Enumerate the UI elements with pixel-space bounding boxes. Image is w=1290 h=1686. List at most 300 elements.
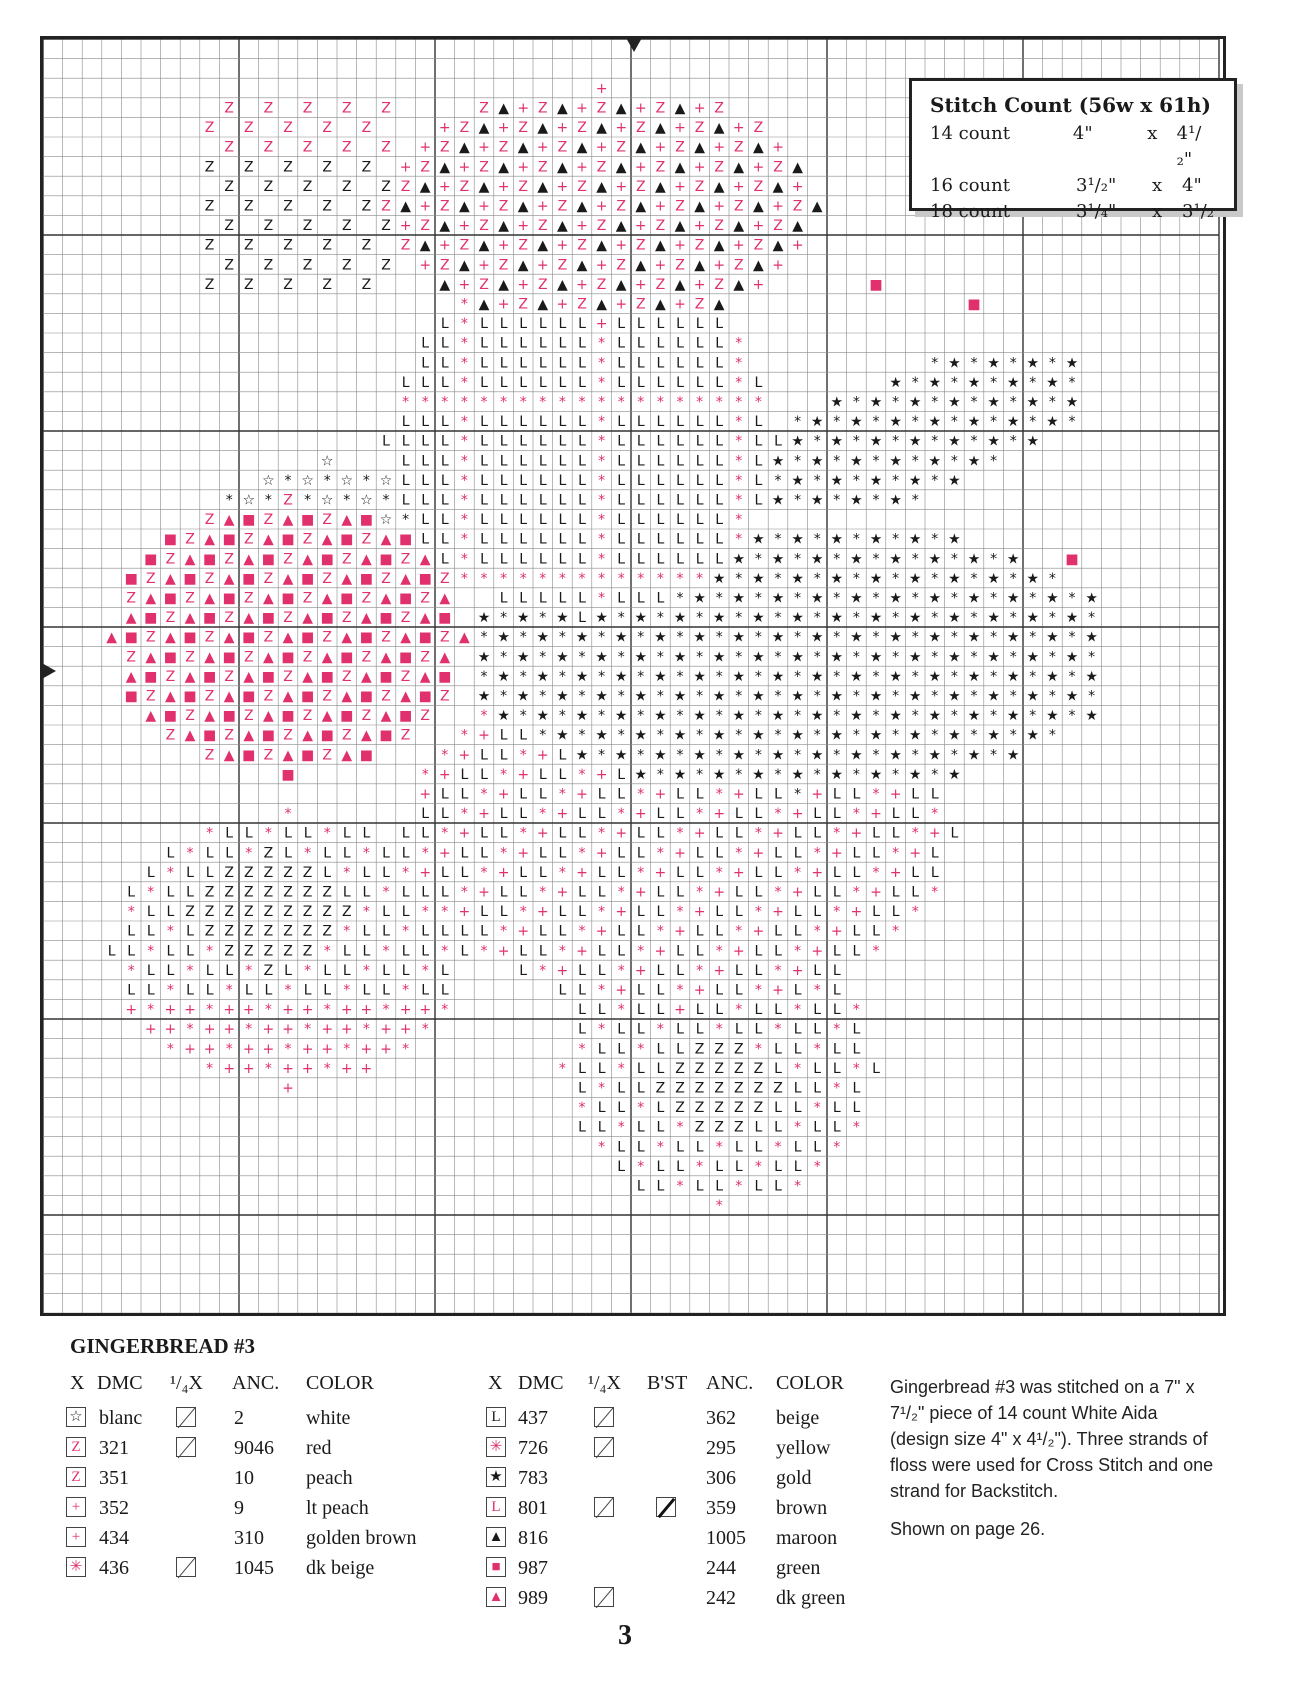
stitch-symbol: Z <box>636 178 646 195</box>
stitch-symbol: ★ <box>477 610 491 627</box>
stitch-symbol: * <box>990 708 998 725</box>
stitch-symbol: + <box>399 1021 412 1038</box>
stitch-symbol: ★ <box>928 747 942 764</box>
stitch-symbol: ■ <box>202 610 217 627</box>
stitch-symbol: * <box>1068 668 1076 685</box>
stitch-symbol: Z <box>596 159 607 176</box>
stitch-symbol: L <box>519 433 528 450</box>
stitch-symbol: L <box>578 806 586 823</box>
stitch-symbol: * <box>1068 590 1076 607</box>
stitch-symbol: ▲ <box>341 570 353 587</box>
stitch-symbol: L <box>205 845 214 862</box>
stitch-symbol: ▲ <box>792 218 803 235</box>
stitch-symbol: * <box>892 570 900 587</box>
stitch-symbol: * <box>304 1021 312 1038</box>
stitch-symbol: * <box>990 590 998 607</box>
stitch-symbol: ★ <box>712 727 726 744</box>
stitch-symbol: ★ <box>732 708 746 725</box>
stitch-symbol: * <box>852 766 860 783</box>
stitch-symbol: L <box>460 943 469 960</box>
stitch-symbol: + <box>595 766 608 783</box>
stitch-symbol: * <box>539 570 547 587</box>
stitch-symbol: + <box>595 845 608 862</box>
color-name: gold <box>776 1467 812 1489</box>
stitch-symbol: ★ <box>908 472 922 489</box>
stitch-symbol: ■ <box>398 531 413 548</box>
stitch-symbol: ★ <box>850 708 863 725</box>
stitch-symbol: + <box>674 120 686 137</box>
stitch-symbol: L <box>754 414 763 431</box>
stitch-symbol: Z <box>420 159 430 176</box>
stitch-symbol: L <box>480 374 488 391</box>
stitch-symbol: L <box>578 825 586 842</box>
stitch-symbol: * <box>166 864 174 881</box>
stitch-symbol: L <box>656 884 665 901</box>
stitch-symbol: L <box>676 786 684 803</box>
stitch-symbol: L <box>715 374 724 391</box>
stitch-symbol: ★ <box>1046 708 1059 725</box>
stitch-symbol: * <box>617 1002 625 1019</box>
stitch-symbol: L <box>656 335 665 352</box>
stitch-symbol: * <box>911 414 919 431</box>
stitch-symbol: + <box>301 1041 314 1058</box>
stitch-symbol: Z <box>283 492 293 509</box>
stitch-symbol: * <box>990 453 998 470</box>
stitch-symbol: L <box>382 962 390 979</box>
stitch-symbol: + <box>321 1021 334 1038</box>
stitch-symbol: L <box>813 1119 822 1136</box>
stitch-symbol: Z <box>420 218 430 235</box>
stitch-symbol: ▲ <box>223 688 235 705</box>
stitch-symbol: * <box>441 825 449 842</box>
stitch-symbol: L <box>519 492 528 509</box>
stitch-symbol: * <box>911 492 919 509</box>
stitch-symbol: L <box>911 806 920 823</box>
stitch-symbol: ★ <box>967 551 981 568</box>
stitch-symbol: L <box>578 374 586 391</box>
stitch-symbol: L <box>695 374 704 391</box>
stitch-symbol: L <box>695 492 704 509</box>
stitch-symbol: * <box>617 1119 625 1136</box>
stitch-symbol: * <box>578 688 586 705</box>
stitch-symbol: + <box>772 982 784 999</box>
stitch-symbol: L <box>734 962 743 979</box>
stitch-symbol: ▲ <box>282 570 294 587</box>
stitch-symbol: ▲ <box>498 218 509 235</box>
stitch-symbol: ★ <box>948 766 961 783</box>
stitch-symbol: L <box>382 904 390 921</box>
stitch-symbol: * <box>735 453 743 470</box>
stitch-symbol: L <box>695 414 704 431</box>
stitch-symbol: ▲ <box>537 296 549 313</box>
stitch-symbol: L <box>107 943 116 960</box>
stitch-symbol: L <box>127 982 136 999</box>
stitch-symbol: * <box>637 394 645 411</box>
stitch-symbol: ▲ <box>341 512 353 529</box>
stitch-symbol: * <box>696 766 704 783</box>
stitch-symbol: ▲ <box>263 649 274 666</box>
stitch-symbol: L <box>793 1100 802 1117</box>
stitch-symbol: ★ <box>791 570 804 587</box>
stitch-symbol: * <box>872 668 880 685</box>
dmc-number: 989 <box>518 1587 548 1609</box>
stitch-symbol: * <box>284 982 292 999</box>
stitch-symbol: ★ <box>850 747 863 764</box>
stitch-symbol: ★ <box>869 394 883 411</box>
stitch-symbol: * <box>735 531 743 548</box>
stitch-symbol: + <box>360 1002 373 1019</box>
stitch-symbol: Z <box>263 512 274 529</box>
stitch-symbol: * <box>754 590 762 607</box>
stitch-symbol: * <box>421 845 429 862</box>
stitch-symbol: * <box>774 727 782 744</box>
stitch-symbol: L <box>499 316 508 333</box>
stitch-symbol: ★ <box>732 629 746 646</box>
stitch-symbol: * <box>460 551 468 568</box>
stitch-symbol: Z <box>146 570 156 587</box>
stitch-symbol: Z <box>146 629 156 646</box>
stitch-symbol: ▲ <box>145 708 157 725</box>
color-name: red <box>306 1437 332 1459</box>
stitch-symbol: Z <box>400 727 411 744</box>
stitch-symbol: + <box>184 1002 196 1019</box>
stitch-symbol: * <box>1009 649 1017 666</box>
stitch-symbol: ★ <box>654 668 667 685</box>
stitch-symbol: L <box>440 982 449 999</box>
stitch-symbol: * <box>754 629 762 646</box>
stitch-symbol: L <box>578 884 586 901</box>
stitch-symbol: + <box>732 120 745 137</box>
stitch-symbol: * <box>911 551 919 568</box>
stitch-symbol: ▲ <box>223 512 235 529</box>
stitch-symbol: L <box>715 433 724 450</box>
stitch-symbol: ★ <box>869 610 883 627</box>
color-name: dk beige <box>306 1557 375 1579</box>
stitch-symbol: L <box>774 845 782 862</box>
stitch-symbol: * <box>441 1002 449 1019</box>
stitch-symbol: L <box>617 1158 626 1175</box>
stitch-symbol: * <box>264 825 272 842</box>
stitch-symbol: Z <box>400 610 411 627</box>
key-row <box>0 1554 880 1582</box>
stitch-symbol: L <box>636 472 645 489</box>
stitch-symbol: L <box>421 982 430 999</box>
stitch-symbol: Z <box>381 139 391 156</box>
stitch-symbol: ☆ <box>320 453 334 470</box>
stitch-symbol: L <box>578 1021 586 1038</box>
stitch-symbol: Z <box>263 923 274 940</box>
stitch-symbol: Z <box>557 198 568 215</box>
stitch-symbol: ★ <box>771 590 785 607</box>
stitch-symbol: L <box>754 492 763 509</box>
stitch-symbol: L <box>480 335 488 352</box>
stitch-symbol: L <box>930 786 939 803</box>
stitch-symbol: ■ <box>300 688 315 705</box>
stitch-symbol: ★ <box>477 649 491 666</box>
stitch-symbol: ★ <box>536 708 550 725</box>
stitch-symbol: L <box>225 962 234 979</box>
stitch-symbol: ★ <box>771 453 785 470</box>
stitch-symbol: * <box>637 629 645 646</box>
stitch-symbol: * <box>990 668 998 685</box>
stitch-symbol: L <box>754 864 763 881</box>
stitch-symbol: ▲ <box>282 688 294 705</box>
stitch-symbol: L <box>852 943 861 960</box>
stitch-symbol: ▲ <box>400 198 411 215</box>
stitch-symbol: L <box>852 1100 861 1117</box>
stitch-symbol: L <box>342 962 351 979</box>
stitch-symbol: ★ <box>889 414 902 431</box>
stitch-symbol: Z <box>714 1100 724 1117</box>
stitch-symbol: * <box>735 512 743 529</box>
stitch-symbol: ★ <box>948 355 961 372</box>
stitch-symbol: ★ <box>1006 708 1020 725</box>
stitch-symbol: L <box>715 904 724 921</box>
stitch-symbol: + <box>772 198 784 215</box>
stitch-symbol: ★ <box>948 570 961 587</box>
stitch-symbol: Z <box>538 218 548 235</box>
floss-symbol-icon: Z <box>66 1467 86 1487</box>
stitch-symbol: ★ <box>791 472 804 489</box>
stitch-symbol: ★ <box>477 688 491 705</box>
stitch-symbol: L <box>715 512 724 529</box>
floss-symbol-icon: ✳ <box>486 1437 506 1457</box>
stitch-symbol: L <box>440 472 449 489</box>
stitch-symbol: L <box>891 904 900 921</box>
stitch-symbol: Z <box>224 100 234 117</box>
page-number: 3 <box>618 1620 632 1651</box>
stitch-symbol: * <box>794 668 802 685</box>
stitch-symbol: L <box>774 864 782 881</box>
stitch-symbol: L <box>127 884 136 901</box>
stitch-symbol: + <box>654 139 667 156</box>
stitch-symbol: L <box>852 786 861 803</box>
stitch-symbol: L <box>225 825 234 842</box>
anchor-number: 9046 <box>234 1437 274 1459</box>
stitch-symbol: * <box>1068 708 1076 725</box>
stitch-symbol: ★ <box>654 747 667 764</box>
stitch-symbol: L <box>146 982 155 999</box>
stitch-symbol: L <box>440 374 449 391</box>
stitch-symbol: L <box>597 1119 606 1136</box>
stitch-symbol: + <box>419 786 432 803</box>
header-quarter: ¹/₄X <box>170 1372 203 1394</box>
stitch-symbol: L <box>558 453 567 470</box>
stitch-symbol: * <box>1088 649 1096 666</box>
stitch-symbol: * <box>558 629 566 646</box>
stitch-symbol: L <box>715 1158 724 1175</box>
stitch-symbol: * <box>852 884 860 901</box>
stitch-symbol: ★ <box>948 610 961 627</box>
stitch-symbol: L <box>382 982 390 999</box>
stitch-symbol: L <box>480 453 488 470</box>
stitch-symbol: * <box>147 1002 155 1019</box>
stitch-symbol: ★ <box>712 688 726 705</box>
stitch-symbol: Z <box>616 139 626 156</box>
stitch-symbol: L <box>460 923 469 940</box>
stitch-symbol: * <box>617 688 625 705</box>
stitch-symbol: * <box>1048 355 1056 372</box>
stitch-symbol: * <box>558 943 566 960</box>
floss-symbol-icon: ▲ <box>486 1527 506 1547</box>
stitch-symbol: ■ <box>242 570 256 587</box>
stitch-symbol: ▲ <box>517 139 529 156</box>
stitch-symbol: ★ <box>595 610 608 627</box>
stitch-symbol: * <box>813 649 821 666</box>
stitch-symbol: * <box>539 884 547 901</box>
header-x: X <box>488 1372 503 1394</box>
stitch-symbol: Z <box>126 590 136 607</box>
stitch-symbol: L <box>480 492 488 509</box>
stitch-symbol: * <box>676 590 684 607</box>
stitch-symbol: * <box>343 982 351 999</box>
stitch-symbol: ▲ <box>517 257 529 274</box>
stitch-symbol: * <box>970 433 978 450</box>
stitch-symbol: L <box>440 335 449 352</box>
stitch-symbol: L <box>774 943 782 960</box>
stitch-symbol: ■ <box>379 610 393 627</box>
anchor-number: 362 <box>706 1407 736 1429</box>
stitch-symbol: L <box>695 531 704 548</box>
stitch-symbol: ☆ <box>242 492 256 509</box>
stitch-symbol: ★ <box>830 394 844 411</box>
stitch-symbol: Z <box>714 1080 724 1097</box>
stitch-symbol: * <box>500 394 508 411</box>
stitch-symbol: ★ <box>1085 668 1098 685</box>
stitch-symbol: Z <box>636 237 646 254</box>
stitch-symbol: L <box>617 943 626 960</box>
stitch-symbol: L <box>832 982 841 999</box>
stitch-symbol: L <box>382 845 390 862</box>
stitch-symbol: ★ <box>830 472 844 489</box>
stitch-symbol: * <box>500 845 508 862</box>
stitch-symbol: ■ <box>418 570 432 587</box>
stitch-symbol: ■ <box>163 590 178 607</box>
quarter-stitch-icon <box>594 1437 614 1457</box>
stitch-symbol: + <box>830 923 843 940</box>
stitch-symbol: * <box>774 531 782 548</box>
stitch-symbol: + <box>438 766 451 783</box>
stitch-symbol: + <box>713 884 726 901</box>
stitch-symbol: * <box>617 1060 625 1077</box>
stitch-symbol: ★ <box>987 394 1000 411</box>
stitch-symbol: + <box>674 237 686 254</box>
stitch-symbol: ▲ <box>204 649 215 666</box>
stitch-symbol: ★ <box>967 708 981 725</box>
stitch-symbol: * <box>186 962 194 979</box>
stitch-symbol: * <box>970 355 978 372</box>
stitch-symbol: Z <box>675 257 685 274</box>
stitch-symbol: * <box>931 884 939 901</box>
stitch-symbol: Z <box>224 551 234 568</box>
stitch-symbol: L <box>676 355 684 372</box>
stitch-symbol: L <box>421 414 430 431</box>
stitch-symbol: L <box>617 512 626 529</box>
stitch-symbol: Z <box>224 923 234 940</box>
stitch-symbol: Z <box>342 727 352 744</box>
stitch-symbol: Z <box>244 904 254 921</box>
stitch-symbol: * <box>539 394 547 411</box>
stitch-symbol: L <box>774 786 782 803</box>
stitch-symbol: L <box>362 825 371 842</box>
stitch-symbol: + <box>811 786 824 803</box>
stitch-symbol: * <box>637 864 645 881</box>
stitch-symbol: L <box>617 1021 626 1038</box>
stitch-symbol: ★ <box>810 629 824 646</box>
stitch-symbol: L <box>421 512 430 529</box>
stitch-symbol: L <box>519 962 528 979</box>
stitch-symbol: * <box>460 806 468 823</box>
stitch-symbol: Z <box>734 1080 744 1097</box>
stitch-symbol: * <box>872 786 880 803</box>
stitch-symbol: Z <box>302 943 313 960</box>
stitch-symbol: L <box>617 1080 626 1097</box>
stitch-symbol: * <box>441 394 449 411</box>
stitch-symbol: L <box>440 884 449 901</box>
stitch-symbol: L <box>440 414 449 431</box>
stitch-symbol: + <box>693 276 706 293</box>
stitch-symbol: * <box>460 355 468 372</box>
stitch-symbol: Z <box>263 139 274 156</box>
stitch-symbol: ▲ <box>125 668 137 685</box>
stitch-symbol: Z <box>518 237 528 254</box>
stitch-symbol: Z <box>675 139 685 156</box>
stitch-symbol: + <box>752 845 765 862</box>
stitch-symbol: L <box>734 806 743 823</box>
stitch-symbol: * <box>950 747 958 764</box>
stitch-symbol: * <box>598 629 606 646</box>
stitch-symbol: L <box>440 864 449 881</box>
floss-symbol-icon: Z <box>66 1437 86 1457</box>
stitch-symbol: L <box>558 904 567 921</box>
stitch-symbol: ■ <box>261 668 276 685</box>
stitch-symbol: * <box>813 923 821 940</box>
stitch-symbol: Z <box>694 1100 705 1117</box>
stitch-symbol: * <box>833 1080 841 1097</box>
stitch-symbol: * <box>1009 570 1017 587</box>
stitch-symbol: * <box>1029 374 1037 391</box>
stitch-symbol: L <box>597 1100 606 1117</box>
stitch-symbol: * <box>715 747 723 764</box>
stitch-symbol: ★ <box>516 610 530 627</box>
stitch-symbol: L <box>734 1158 743 1175</box>
stitch-symbol: * <box>735 472 743 489</box>
stitch-symbol: L <box>578 551 586 568</box>
stitch-symbol: ★ <box>771 492 785 509</box>
stitch-symbol: ▲ <box>557 218 568 235</box>
stitch-symbol: L <box>793 982 802 999</box>
stitch-symbol: Z <box>322 688 332 705</box>
stitch-symbol: * <box>656 766 664 783</box>
stitch-symbol: ★ <box>889 668 902 685</box>
header-dmc: DMC <box>518 1372 564 1394</box>
stitch-symbol: ★ <box>1006 551 1020 568</box>
stitch-symbol: Z <box>694 1041 705 1058</box>
stitch-symbol: L <box>460 766 469 783</box>
stitch-symbol: Z <box>165 610 176 627</box>
stitch-symbol: * <box>892 845 900 862</box>
stitch-symbol: Z <box>283 276 293 293</box>
stitch-symbol: L <box>656 492 665 509</box>
stitch-symbol: L <box>656 825 665 842</box>
stitch-symbol: * <box>460 531 468 548</box>
stitch-symbol: + <box>458 825 471 842</box>
stitch-symbol: + <box>478 139 490 156</box>
stitch-symbol: * <box>735 394 743 411</box>
stitch-symbol: ▲ <box>733 218 745 235</box>
stitch-symbol: ■ <box>418 688 432 705</box>
stitch-symbol: + <box>164 1002 177 1019</box>
